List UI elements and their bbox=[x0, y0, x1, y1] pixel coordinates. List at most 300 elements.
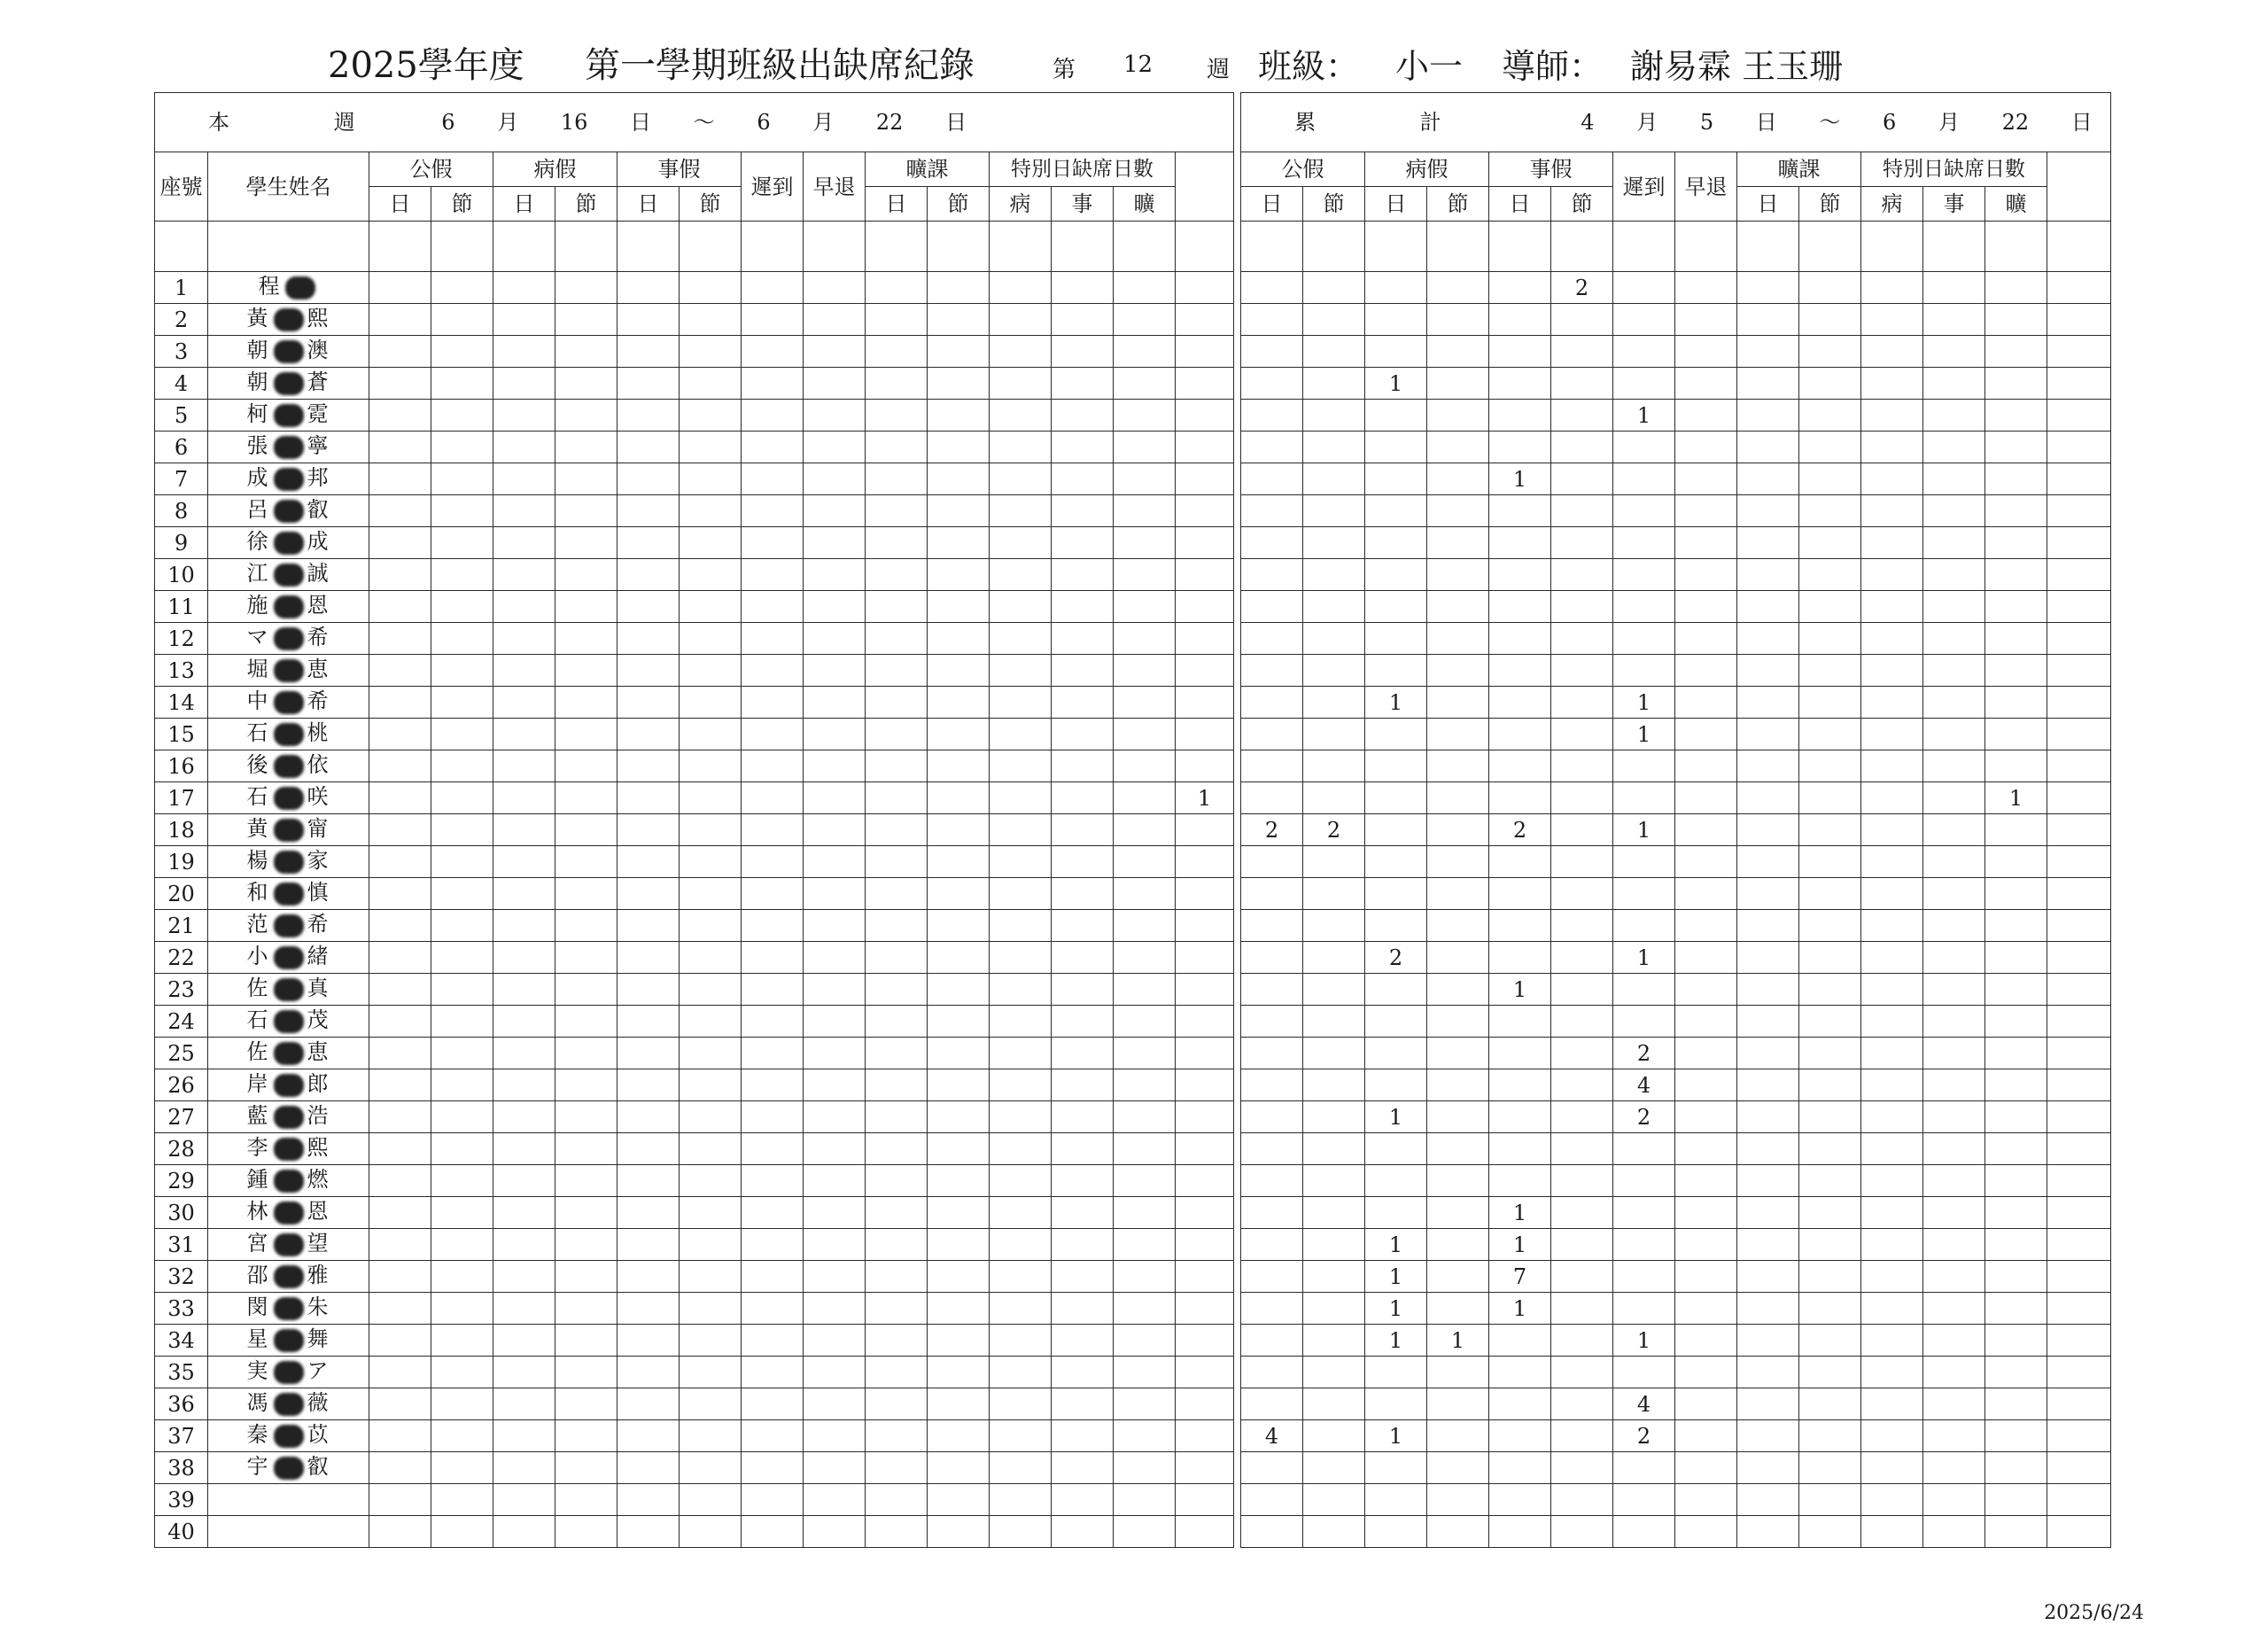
week-cell bbox=[493, 655, 555, 687]
seat-number: 17 bbox=[155, 782, 208, 814]
cumulative-cell bbox=[1675, 1452, 1737, 1484]
cumulative-cell bbox=[1551, 495, 1613, 527]
cumulative-cell bbox=[1675, 1197, 1737, 1229]
week-cell bbox=[493, 878, 555, 910]
week-cell bbox=[804, 463, 866, 495]
week-cell bbox=[369, 655, 431, 687]
week-cell bbox=[431, 1069, 493, 1101]
week-cell bbox=[866, 687, 928, 719]
cumulative-cell bbox=[1365, 1388, 1427, 1420]
student-row bbox=[155, 623, 1234, 655]
cumulative-cell bbox=[1241, 750, 1303, 782]
cumulative-cell bbox=[1985, 1197, 2047, 1229]
cumulative-cell bbox=[1613, 1165, 1675, 1197]
week-cell bbox=[617, 559, 680, 591]
week-cell bbox=[990, 1197, 1052, 1229]
cumulative-cell bbox=[1613, 591, 1675, 623]
week-cell bbox=[1176, 527, 1234, 559]
cumulative-cell bbox=[1923, 591, 1985, 623]
week-cell bbox=[555, 655, 617, 687]
week-cell bbox=[493, 1197, 555, 1229]
cumulative-cell bbox=[1613, 878, 1675, 910]
student-row bbox=[155, 1038, 1234, 1069]
cumulative-cell bbox=[1241, 878, 1303, 910]
cumulative-cell bbox=[2047, 368, 2111, 400]
week-cell bbox=[866, 1388, 928, 1420]
week-cell bbox=[369, 368, 431, 400]
week-cell bbox=[617, 910, 680, 942]
cumulative-cell bbox=[2047, 495, 2111, 527]
cumulative-cell bbox=[1551, 655, 1613, 687]
week-cell bbox=[804, 1069, 866, 1101]
week-cell bbox=[1052, 814, 1114, 846]
week-cell bbox=[617, 1261, 680, 1293]
document-header bbox=[0, 34, 2268, 86]
student-row bbox=[155, 304, 1234, 336]
cumulative-cell bbox=[1675, 782, 1737, 814]
week-cell bbox=[1176, 910, 1234, 942]
cumulative-cell bbox=[2047, 336, 2111, 368]
week-cell bbox=[804, 1101, 866, 1133]
student-row bbox=[155, 1325, 1234, 1357]
week-cell bbox=[493, 1165, 555, 1197]
cumulative-cell bbox=[1737, 1484, 1799, 1516]
week-cell bbox=[1176, 1484, 1234, 1516]
week-cell bbox=[680, 527, 742, 559]
week-cell bbox=[369, 495, 431, 527]
cumulative-cell bbox=[1303, 1516, 1365, 1548]
cumulative-cell bbox=[1427, 942, 1489, 974]
week-cell bbox=[1052, 623, 1114, 655]
cumulative-cell bbox=[2047, 1229, 2111, 1261]
name-last-char: 恩 bbox=[307, 593, 330, 618]
week-cell bbox=[742, 1420, 804, 1452]
redaction-mark bbox=[285, 276, 315, 299]
cumulative-cell bbox=[1923, 304, 1985, 336]
cumulative-cell bbox=[1737, 623, 1799, 655]
cumulative-cell bbox=[1303, 272, 1365, 304]
cumulative-cell bbox=[1923, 750, 1985, 782]
redaction-mark bbox=[274, 340, 304, 363]
cumulative-cell bbox=[1613, 974, 1675, 1006]
seat-number: 29 bbox=[155, 1165, 208, 1197]
week-cell bbox=[1114, 304, 1176, 336]
cumulative-cell bbox=[1613, 1197, 1675, 1229]
cumulative-cell bbox=[1737, 1133, 1799, 1165]
week-cell bbox=[493, 495, 555, 527]
name-last-char: 叡 bbox=[307, 1454, 330, 1480]
week-cell bbox=[555, 1388, 617, 1420]
week-cell bbox=[493, 942, 555, 974]
week-cell bbox=[928, 432, 990, 463]
week-cell bbox=[555, 910, 617, 942]
cumulative-cell bbox=[1675, 846, 1737, 878]
cumulative-cell bbox=[1427, 1420, 1489, 1452]
week-cell bbox=[369, 1069, 431, 1101]
redaction-mark bbox=[274, 691, 304, 714]
cumulative-cell bbox=[1489, 1038, 1551, 1069]
cumulative-cell bbox=[1799, 1261, 1861, 1293]
week-cell bbox=[804, 623, 866, 655]
cumulative-cell bbox=[1861, 782, 1923, 814]
student-name bbox=[208, 719, 369, 750]
week-cell bbox=[742, 272, 804, 304]
week-cell bbox=[493, 1388, 555, 1420]
week-cell bbox=[369, 559, 431, 591]
name-first-char: 張 bbox=[246, 433, 270, 459]
cumulative-cell bbox=[1799, 1165, 1861, 1197]
week-cell bbox=[431, 1165, 493, 1197]
cumulative-cell bbox=[1737, 1420, 1799, 1452]
cumulative-cell bbox=[1365, 1133, 1427, 1165]
week-cell bbox=[555, 432, 617, 463]
cumulative-cell bbox=[1303, 974, 1365, 1006]
name-last-char: 望 bbox=[307, 1231, 330, 1256]
week-cell bbox=[866, 304, 928, 336]
cumulative-cell bbox=[2047, 1006, 2111, 1038]
cum-col-personal: 事假 bbox=[1489, 152, 1613, 187]
student-row bbox=[155, 336, 1234, 368]
cumulative-cell bbox=[1551, 1388, 1613, 1420]
seat-number: 11 bbox=[155, 591, 208, 623]
redaction-mark bbox=[274, 1106, 304, 1129]
week-cell bbox=[369, 1452, 431, 1484]
week-cell bbox=[1052, 1006, 1114, 1038]
cumulative-cell bbox=[1923, 368, 1985, 400]
week-cell bbox=[617, 846, 680, 878]
cumulative-cell bbox=[1427, 878, 1489, 910]
cumulative-cell bbox=[1241, 368, 1303, 400]
cumulative-cell bbox=[1675, 1516, 1737, 1548]
name-last-char: 桃 bbox=[307, 720, 330, 746]
week-cell bbox=[804, 687, 866, 719]
cumulative-cell bbox=[1985, 368, 2047, 400]
cumulative-cell bbox=[2047, 1069, 2111, 1101]
week-cell bbox=[1114, 878, 1176, 910]
student-name bbox=[208, 495, 369, 527]
week-cell bbox=[555, 1357, 617, 1388]
cumulative-cell bbox=[2047, 878, 2111, 910]
cumulative-cell bbox=[1985, 1325, 2047, 1357]
week-cell bbox=[369, 942, 431, 974]
week-cell bbox=[680, 1261, 742, 1293]
week-cell bbox=[431, 1484, 493, 1516]
cumulative-cell bbox=[1489, 942, 1551, 974]
week-cell bbox=[1052, 1484, 1114, 1516]
week-cell bbox=[617, 432, 680, 463]
week-number: 12 bbox=[1123, 51, 1153, 78]
cumulative-cell bbox=[1675, 910, 1737, 942]
seat-number: 35 bbox=[155, 1357, 208, 1388]
week-cell bbox=[928, 1516, 990, 1548]
cumulative-cell bbox=[1675, 687, 1737, 719]
seat-number: 33 bbox=[155, 1293, 208, 1325]
week-cell bbox=[493, 400, 555, 432]
cumulative-cell bbox=[1861, 910, 1923, 942]
student-row bbox=[155, 1261, 1234, 1293]
cumulative-cell bbox=[1489, 750, 1551, 782]
cumulative-cell bbox=[1861, 942, 1923, 974]
week-cell bbox=[742, 463, 804, 495]
cumulative-cell bbox=[1303, 1261, 1365, 1293]
cumulative-cell bbox=[1861, 814, 1923, 846]
cumulative-cell: 1 bbox=[1613, 814, 1675, 846]
student-name bbox=[208, 336, 369, 368]
week-cell bbox=[431, 1133, 493, 1165]
redaction-mark bbox=[274, 595, 304, 618]
cumulative-cell bbox=[1799, 942, 1861, 974]
redaction-mark bbox=[274, 659, 304, 682]
week-cell bbox=[369, 846, 431, 878]
week-cell bbox=[804, 974, 866, 1006]
cumulative-cell bbox=[1427, 1229, 1489, 1261]
cumulative-cell bbox=[1551, 400, 1613, 432]
cumulative-cell bbox=[1551, 463, 1613, 495]
cumulative-cell bbox=[2047, 1133, 2111, 1165]
cumulative-cell bbox=[1489, 1165, 1551, 1197]
student-name bbox=[208, 272, 369, 304]
cumulative-cell bbox=[1675, 942, 1737, 974]
week-cell bbox=[866, 1229, 928, 1261]
cumulative-row bbox=[1241, 878, 2111, 910]
cumulative-row bbox=[1241, 1069, 2111, 1101]
week-cell bbox=[804, 1133, 866, 1165]
cumulative-cell bbox=[1489, 495, 1551, 527]
week-cell bbox=[555, 463, 617, 495]
cumulative-cell bbox=[1427, 655, 1489, 687]
cumulative-cell bbox=[1489, 336, 1551, 368]
student-name bbox=[208, 1420, 369, 1452]
cumulative-cell bbox=[1861, 1069, 1923, 1101]
student-row bbox=[155, 687, 1234, 719]
cumulative-cell bbox=[1489, 878, 1551, 910]
week-cell bbox=[431, 400, 493, 432]
week-cell bbox=[804, 782, 866, 814]
cumulative-cell bbox=[2047, 591, 2111, 623]
cumulative-cell bbox=[1985, 495, 2047, 527]
week-cell bbox=[928, 368, 990, 400]
student-name bbox=[208, 687, 369, 719]
cumulative-cell bbox=[1799, 687, 1861, 719]
cumulative-cell bbox=[1985, 974, 2047, 1006]
week-cell bbox=[493, 1293, 555, 1325]
student-row bbox=[155, 400, 1234, 432]
week-cell bbox=[369, 1133, 431, 1165]
cumulative-cell bbox=[1303, 495, 1365, 527]
name-first-char: 范 bbox=[246, 912, 270, 937]
cumulative-cell bbox=[1923, 272, 1985, 304]
cumulative-cell: 1 bbox=[1489, 1229, 1551, 1261]
cumulative-cell bbox=[1489, 527, 1551, 559]
week-cell bbox=[1052, 591, 1114, 623]
week-cell bbox=[742, 527, 804, 559]
cumulative-cell bbox=[1427, 1293, 1489, 1325]
school-year: 2025學年度 bbox=[328, 45, 524, 86]
cumulative-cell: 1 bbox=[1489, 463, 1551, 495]
week-cell bbox=[1052, 1325, 1114, 1357]
week-cell bbox=[990, 495, 1052, 527]
cumulative-cell bbox=[1427, 495, 1489, 527]
cumulative-cell bbox=[1241, 432, 1303, 463]
redaction-mark bbox=[274, 978, 304, 1001]
name-first-char: 邵 bbox=[246, 1263, 270, 1288]
week-cell bbox=[1176, 1293, 1234, 1325]
cumulative-cell bbox=[1861, 1325, 1923, 1357]
name-first-char: 中 bbox=[246, 688, 270, 714]
week-cell bbox=[742, 910, 804, 942]
cumulative-cell bbox=[1551, 687, 1613, 719]
col-seat: 座號 bbox=[155, 152, 208, 222]
redaction-mark bbox=[274, 372, 304, 395]
week-cell bbox=[680, 400, 742, 432]
name-last-char: 希 bbox=[307, 625, 330, 650]
week-cell bbox=[680, 1197, 742, 1229]
week-cell bbox=[1052, 687, 1114, 719]
week-cell bbox=[431, 1325, 493, 1357]
cumulative-cell bbox=[1675, 400, 1737, 432]
week-cell bbox=[742, 1293, 804, 1325]
cumulative-cell bbox=[1241, 400, 1303, 432]
cumulative-cell bbox=[1861, 878, 1923, 910]
cumulative-cell bbox=[1923, 687, 1985, 719]
cumulative-cell bbox=[1799, 336, 1861, 368]
cumulative-cell bbox=[1985, 814, 2047, 846]
cumulative-cell bbox=[1799, 304, 1861, 336]
cumulative-cell bbox=[1489, 655, 1551, 687]
cumulative-cell bbox=[1737, 1293, 1799, 1325]
week-cell bbox=[617, 1133, 680, 1165]
week-cell bbox=[742, 782, 804, 814]
cumulative-cell bbox=[1241, 655, 1303, 687]
week-cell bbox=[928, 846, 990, 878]
week-cell bbox=[369, 1293, 431, 1325]
week-cell bbox=[990, 910, 1052, 942]
cumulative-cell bbox=[1799, 432, 1861, 463]
cumulative-cell bbox=[1427, 463, 1489, 495]
col-truancy: 曠課 bbox=[866, 152, 990, 187]
week-cell bbox=[990, 1261, 1052, 1293]
cumulative-cell bbox=[1737, 878, 1799, 910]
week-cell bbox=[1052, 1133, 1114, 1165]
cumulative-cell bbox=[1551, 878, 1613, 910]
cumulative-cell bbox=[1985, 1165, 2047, 1197]
cumulative-cell bbox=[1427, 368, 1489, 400]
cumulative-cell bbox=[2047, 782, 2111, 814]
cumulative-row bbox=[1241, 1357, 2111, 1388]
week-cell bbox=[431, 1038, 493, 1069]
cumulative-cell bbox=[1303, 1197, 1365, 1229]
cumulative-cell bbox=[1675, 1006, 1737, 1038]
cumulative-cell bbox=[1985, 942, 2047, 974]
seat-number: 1 bbox=[155, 272, 208, 304]
cumulative-cell bbox=[1861, 1516, 1923, 1548]
cumulative-cell bbox=[1675, 1420, 1737, 1452]
week-cell bbox=[680, 623, 742, 655]
redaction-mark bbox=[274, 1233, 304, 1256]
week-cell bbox=[617, 782, 680, 814]
cumulative-cell bbox=[1613, 1516, 1675, 1548]
week-cell bbox=[493, 527, 555, 559]
week-cell bbox=[369, 1197, 431, 1229]
cumulative-cell bbox=[1303, 591, 1365, 623]
cumulative-cell bbox=[1613, 750, 1675, 782]
cumulative-cell bbox=[1675, 1357, 1737, 1388]
cumulative-cell bbox=[1365, 1006, 1427, 1038]
cumulative-cell bbox=[1861, 463, 1923, 495]
cumulative-cell bbox=[1861, 750, 1923, 782]
seat-number: 2 bbox=[155, 304, 208, 336]
seat-number: 15 bbox=[155, 719, 208, 750]
redaction-mark bbox=[274, 500, 304, 523]
week-cell bbox=[369, 782, 431, 814]
week-cell bbox=[1176, 1038, 1234, 1069]
cumulative-row bbox=[1241, 1261, 2111, 1293]
name-last-char: 浩 bbox=[307, 1103, 330, 1129]
cum-col-official: 公假 bbox=[1241, 152, 1365, 187]
student-row bbox=[155, 1101, 1234, 1133]
cumulative-cell bbox=[1737, 1006, 1799, 1038]
student-row bbox=[155, 368, 1234, 400]
cumulative-cell bbox=[1799, 1484, 1861, 1516]
week-cell bbox=[431, 1452, 493, 1484]
week-cell bbox=[928, 527, 990, 559]
week-cell bbox=[1114, 1484, 1176, 1516]
week-cell bbox=[680, 942, 742, 974]
week-cell bbox=[431, 463, 493, 495]
cumulative-row bbox=[1241, 623, 2111, 655]
cumulative-cell bbox=[1923, 974, 1985, 1006]
cumulative-cell bbox=[1489, 1133, 1551, 1165]
week-cell bbox=[680, 782, 742, 814]
week-cell bbox=[680, 750, 742, 782]
name-first-char: 黄 bbox=[246, 816, 270, 842]
week-cell bbox=[617, 623, 680, 655]
name-first-char: 実 bbox=[246, 1358, 270, 1384]
name-first-char: 宮 bbox=[246, 1231, 270, 1256]
name-last-char: 澳 bbox=[307, 338, 330, 363]
week-cell bbox=[1114, 910, 1176, 942]
week-cell bbox=[1176, 1420, 1234, 1452]
week-cell bbox=[990, 782, 1052, 814]
seat-number: 4 bbox=[155, 368, 208, 400]
week-cell bbox=[431, 527, 493, 559]
cumulative-cell bbox=[1675, 1325, 1737, 1357]
cumulative-cell bbox=[2047, 1484, 2111, 1516]
week-cell bbox=[680, 432, 742, 463]
week-cell bbox=[555, 1101, 617, 1133]
cumulative-cell bbox=[1861, 719, 1923, 750]
week-cell bbox=[1176, 750, 1234, 782]
cumulative-cell: 4 bbox=[1613, 1388, 1675, 1420]
cumulative-cell bbox=[1985, 304, 2047, 336]
week-cell bbox=[555, 974, 617, 1006]
week-cell bbox=[369, 400, 431, 432]
cumulative-cell bbox=[1799, 846, 1861, 878]
week-cell bbox=[1176, 1325, 1234, 1357]
name-first-char: 李 bbox=[246, 1135, 270, 1161]
redaction-mark bbox=[274, 1457, 304, 1480]
cumulative-cell bbox=[1303, 623, 1365, 655]
cumulative-row bbox=[1241, 1133, 2111, 1165]
week-cell bbox=[555, 814, 617, 846]
print-date: 2025/6/24 bbox=[2044, 1602, 2144, 1624]
student-row bbox=[155, 1388, 1234, 1420]
week-cell bbox=[1176, 655, 1234, 687]
name-first-char: 石 bbox=[246, 784, 270, 810]
week-cell bbox=[1052, 655, 1114, 687]
col-name: 學生姓名 bbox=[208, 152, 369, 222]
cumulative-cell bbox=[1985, 1388, 2047, 1420]
